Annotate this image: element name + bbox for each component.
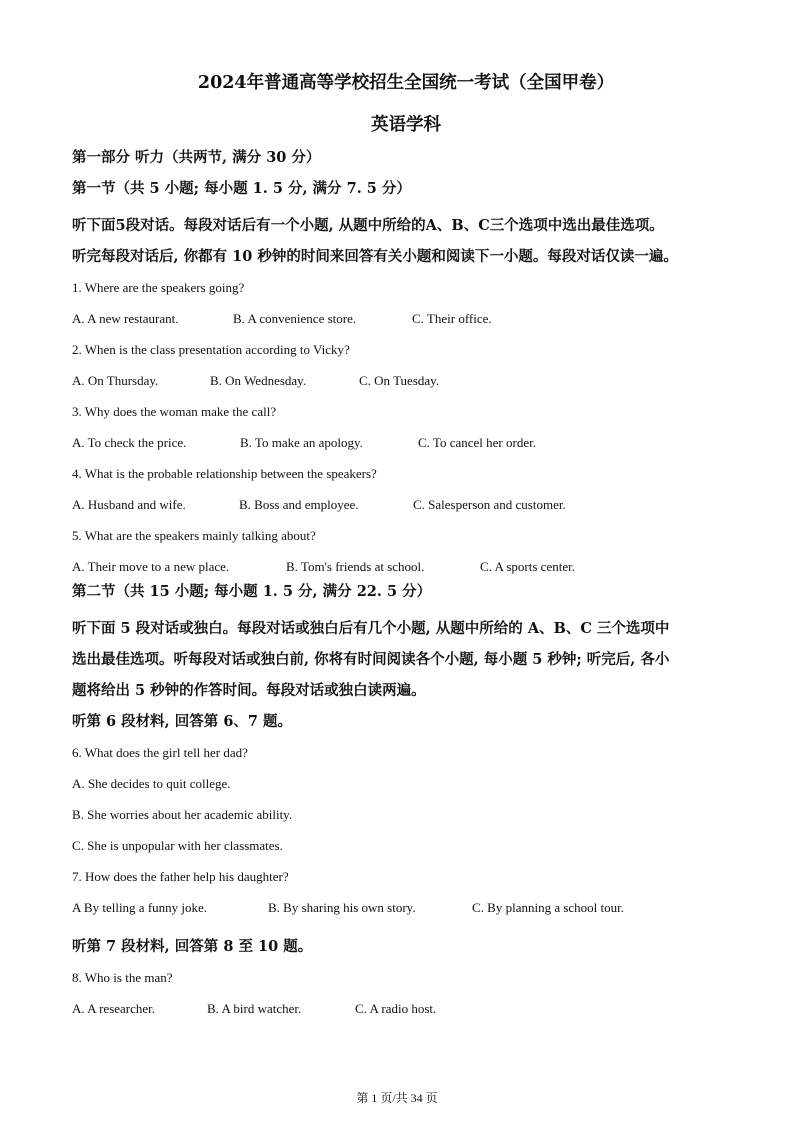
section-1-heading: 第一节（共 5 小题; 每小题 1. 5 分, 满分 7. 5 分） (72, 180, 411, 197)
question-stem: 3. Why does the woman make the call? (72, 404, 277, 419)
exam-title: 2024年普通高等学校招生全国统一考试（全国甲卷） (197, 73, 615, 93)
section-2-instruction: 选出最佳选项。听每段对话或独白前, 你将有时间阅读各个小题, 每小题 5 秒钟; 听完后, 各小 (72, 651, 670, 668)
question-stem: 7. How does the father help his daughter? (72, 869, 289, 884)
question-stem: 5. What are the speakers mainly talking about? (72, 528, 316, 543)
question-stem: 8. Who is the man? (72, 970, 173, 985)
option-b: B. On Wednesday. (210, 373, 307, 388)
option-b: B. A convenience store. (233, 311, 357, 326)
option-b: B. To make an apology. (240, 435, 363, 450)
option-b: B. Boss and employee. (239, 497, 359, 512)
option-a: A. On Thursday. (72, 373, 159, 388)
option-c: C. By planning a school tour. (472, 900, 625, 915)
option-a: A. To check the price. (72, 435, 187, 450)
option-a: A. Their move to a new place. (72, 559, 230, 574)
part-heading: 第一部分 听力（共两节, 满分 30 分） (72, 149, 321, 166)
option-c: C. On Tuesday. (359, 373, 440, 388)
option-a: A. She decides to quit college. (72, 776, 231, 791)
answer-options (72, 489, 740, 520)
option-a: A. Husband and wife. (72, 497, 186, 512)
answer-options (72, 303, 740, 334)
option-c: C. Their office. (412, 311, 492, 326)
option-a: A. A researcher. (72, 1001, 156, 1016)
option-a: A By telling a funny joke. (72, 900, 208, 915)
option-b: B. She worries about her academic ability. (72, 807, 293, 822)
question-stem: 4. What is the probable relationship between the speakers? (72, 466, 377, 481)
section-2-instruction: 听下面 5 段对话或独白。每段对话或独白后有几个小题, 从题中所给的 A、B、C 三个选项中 (72, 620, 670, 637)
exam-subject: 英语学科 (371, 115, 441, 135)
answer-options (72, 365, 740, 396)
option-a: A. A new restaurant. (72, 311, 179, 326)
answer-options (72, 993, 740, 1024)
question-stem: 2. When is the class presentation according to Vicky? (72, 342, 350, 357)
answer-options (72, 892, 740, 923)
question-stem: 1. Where are the speakers going? (72, 280, 245, 295)
material-heading: 听第 7 段材料, 回答第 8 至 10 题。 (72, 938, 313, 955)
section-2-heading: 第二节（共 15 小题; 每小题 1. 5 分, 满分 22. 5 分） (72, 583, 432, 600)
answer-options (72, 551, 740, 582)
option-c: C. To cancel her order. (418, 435, 536, 450)
option-c: C. Salesperson and customer. (413, 497, 566, 512)
page-number: 第 1 页/共 34 页 (356, 1091, 438, 1105)
exam-page (72, 68, 740, 1024)
option-b: B. By sharing his own story. (268, 900, 416, 915)
option-b: B. Tom's friends at school. (286, 559, 425, 574)
answer-options (72, 427, 740, 458)
material-heading: 听第 6 段材料, 回答第 6、7 题。 (72, 713, 293, 730)
question-stem: 6. What does the girl tell her dad? (72, 745, 248, 760)
option-c: C. She is unpopular with her classmates. (72, 838, 283, 853)
option-c: C. A sports center. (480, 559, 575, 574)
option-c: C. A radio host. (355, 1001, 437, 1016)
section-1-instruction: 听下面5段对话。每段对话后有一个小题, 从题中所给的A、B、C三个选项中选出最佳选项。 (72, 217, 664, 234)
option-b: B. A bird watcher. (207, 1001, 302, 1016)
section-1-instruction: 听完每段对话后, 你都有 10 秒钟的时间来回答有关小题和阅读下一小题。每段对话仅读一遍。 (72, 248, 678, 265)
section-2-instruction: 题将给出 5 秒钟的作答时间。每段对话或独白读两遍。 (72, 682, 426, 699)
